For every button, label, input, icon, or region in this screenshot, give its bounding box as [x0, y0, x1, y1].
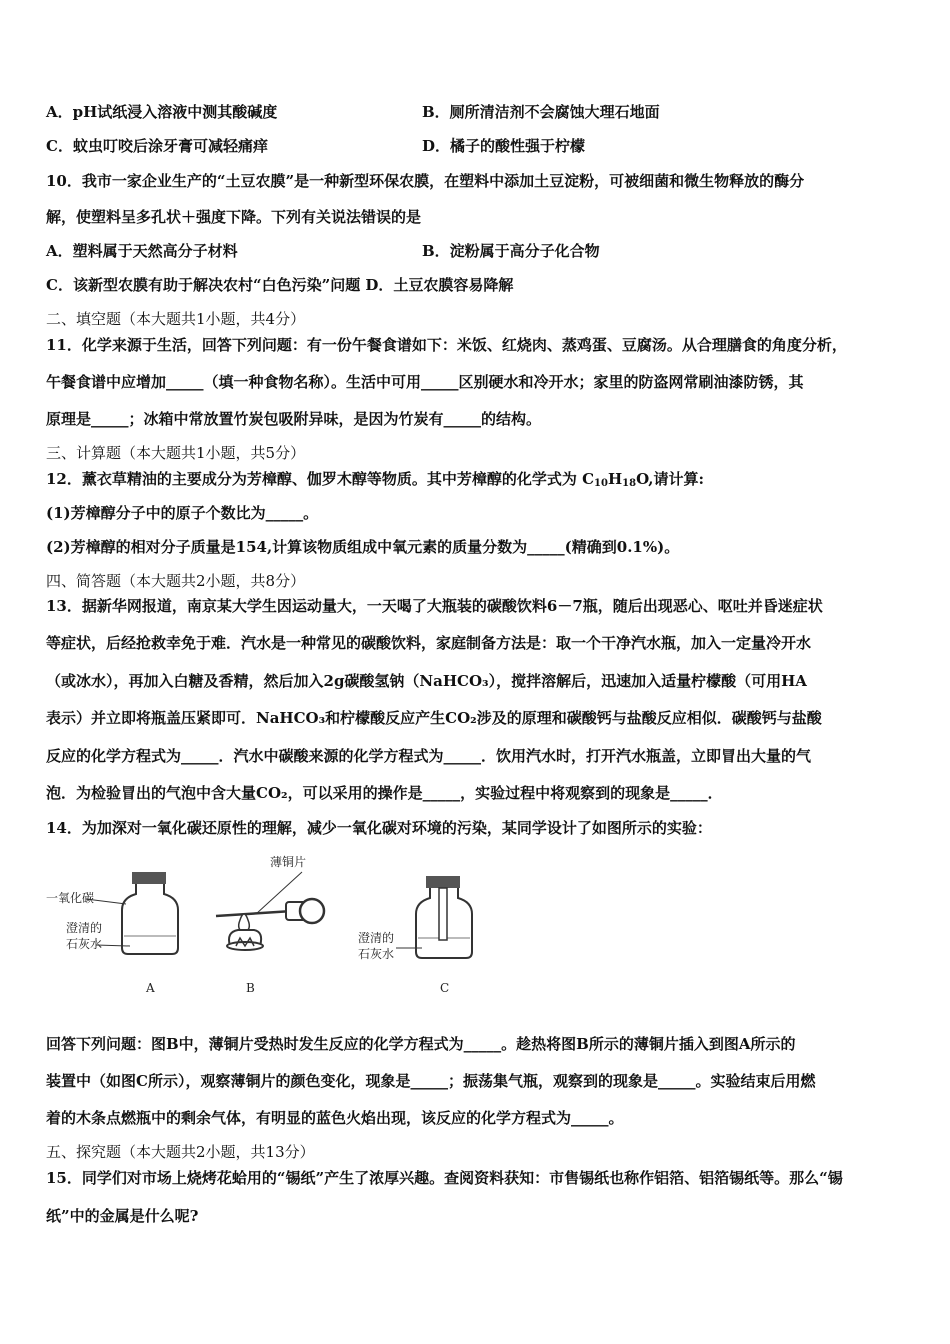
- option-row: [46, 241, 600, 261]
- q12-h: H: [607, 470, 623, 488]
- question-12-part-2: (2)芳樟醇的相对分子质量是154,计算该物质组成中氧元素的质量分数为_____(精确到0.1%)。: [46, 538, 680, 556]
- question-15-line-1: 15．同学们对市场上烧烤花蛤用的“锡纸”产生了浓厚兴趣。查阅资料获知：市售锡纸也称作铝箔、铝箔锡纸等。那么“锡: [46, 1169, 843, 1187]
- caption-b: B: [246, 981, 255, 995]
- question-14-line-2: 回答下列问题：图B中，薄铜片受热时发生反应的化学方程式为_____。趁热将图B所示的薄铜片插入到图A所示的: [46, 1035, 796, 1053]
- question-10-line-1: 10．我市一家企业生产的“土豆农膜”是一种新型环保农膜，在塑料中添加土豆淀粉，可被细菌和微生物释放的酶分: [46, 172, 805, 190]
- question-14-line-4: 着的木条点燃瓶中的剩余气体，有明显的蓝色火焰出现，该反应的化学方程式为_____。: [46, 1109, 624, 1127]
- question-12-part-1: (1)芳樟醇分子中的原子个数比为_____。: [46, 504, 319, 522]
- label-carbon-monoxide: 一氧化碳: [46, 891, 95, 905]
- option-row: [46, 136, 586, 156]
- section-heading-calculation: 三、计算题（本大题共1小题，共5分）: [46, 444, 306, 462]
- option-c: C．蚊虫叮咬后涂牙膏可减轻痛痒: [46, 137, 268, 155]
- section-heading-short-answer: 四、简答题（本大题共2小题，共8分）: [46, 572, 306, 590]
- caption-a: A: [146, 981, 155, 995]
- option-b: B．厕所清洁剂不会腐蚀大理石地面: [422, 103, 660, 121]
- question-13-line-2: 等症状，后经抢救幸免于难．汽水是一种常见的碳酸饮料，家庭制备方法是：取一个干净汽水瓶，加入一定量冷开水: [46, 634, 812, 652]
- question-14-line-3: 装置中（如图C所示），观察薄铜片的颜色变化，现象是_____；振荡集气瓶，观察到的现象是_____。实验结束后用燃: [46, 1072, 816, 1090]
- question-13-line-5: 反应的化学方程式为_____．汽水中碳酸来源的化学方程式为_____．饮用汽水时，打开汽水瓶盖，立即冒出大量的气: [46, 747, 812, 765]
- q12-sub-h: 18: [622, 478, 637, 489]
- label-copper-foil: 薄铜片: [270, 855, 307, 869]
- option-d: D．橘子的酸性强于柠檬: [422, 137, 586, 155]
- figure-c-bottle: [396, 876, 472, 958]
- question-11-line-3: 原理是_____；冰箱中常放置竹炭包吸附异味，是因为竹炭有_____的结构。: [46, 410, 542, 428]
- label-limewater-a2: 石灰水: [66, 937, 103, 951]
- caption-c: C: [440, 981, 450, 995]
- label-limewater-c1: 澄清的: [358, 931, 395, 945]
- question-14-line-1: 14．为加深对一氧化碳还原性的理解，减少一氧化碳对环境的污染，某同学设计了如图所示的实验：: [46, 819, 712, 837]
- label-limewater-c2: 石灰水: [358, 947, 395, 961]
- option-row-cd: C．该新型农膜有助于解决农村“白色污染”问题 D．土豆农膜容易降解: [46, 276, 514, 294]
- option-a: A．塑料属于天然高分子材料: [46, 242, 238, 260]
- section-heading-fill-in: 二、填空题（本大题共1小题，共4分）: [46, 310, 306, 328]
- question-12-line-1: [46, 469, 704, 494]
- question-13-line-3: （或冰水），再加入白糖及香精，然后加入2g碳酸氢钠（NaHCO₃），搅拌溶解后，迅速加入适量柠檬酸（可用HA: [46, 672, 807, 690]
- question-15-line-2: 纸”中的金属是什么呢?: [46, 1207, 199, 1225]
- option-row: [46, 102, 660, 122]
- question-11-line-1: 11．化学来源于生活，回答下列问题：有一份午餐食谱如下：米饭、红烧肉、蒸鸡蛋、豆腐汤。从合理膳食的角度分析，: [46, 336, 847, 354]
- section-heading-inquiry: 五、探究题（本大题共2小题，共13分）: [46, 1143, 315, 1161]
- q12-sub-c: 10: [594, 478, 608, 489]
- option-a: A．pH试纸浸入溶液中测其酸碱度: [46, 103, 278, 121]
- option-b: B．淀粉属于高分子化合物: [422, 242, 600, 260]
- question-13-line-4: 表示）并立即将瓶盖压紧即可．NaHCO₃和柠檬酸反应产生CO₂涉及的原理和碳酸钙与盐酸反应相似．碳酸钙与盐酸: [46, 709, 822, 727]
- q12-text-a: 12．薰衣草精油的主要成分为芳樟醇、伽罗木醇等物质。其中芳樟醇的化学式为 C: [46, 470, 595, 488]
- q12-text-b: O,请计算:: [636, 470, 705, 488]
- question-11-line-2: 午餐食谱中应增加_____（填一种食物名称）。生活中可用_____区别硬水和冷开水；家里的防盗网常刷油漆防锈，其: [46, 373, 804, 391]
- question-13-line-6: 泡．为检验冒出的气泡中含大量CO₂，可以采用的操作是_____，实验过程中将观察到的现象是_____．: [46, 784, 723, 802]
- experiment-figure: [40, 850, 480, 1010]
- label-limewater-a1: 澄清的: [66, 921, 103, 935]
- question-10-line-2: 解，使塑料呈多孔状＋强度下降。下列有关说法错误的是: [46, 208, 422, 226]
- question-13-line-1: 13．据新华网报道，南京某大学生因运动量大，一天喝了大瓶装的碳酸饮料6－7瓶，随后出现恶心、呕吐并昏迷症状: [46, 597, 823, 615]
- figure-b-heating: [216, 872, 324, 950]
